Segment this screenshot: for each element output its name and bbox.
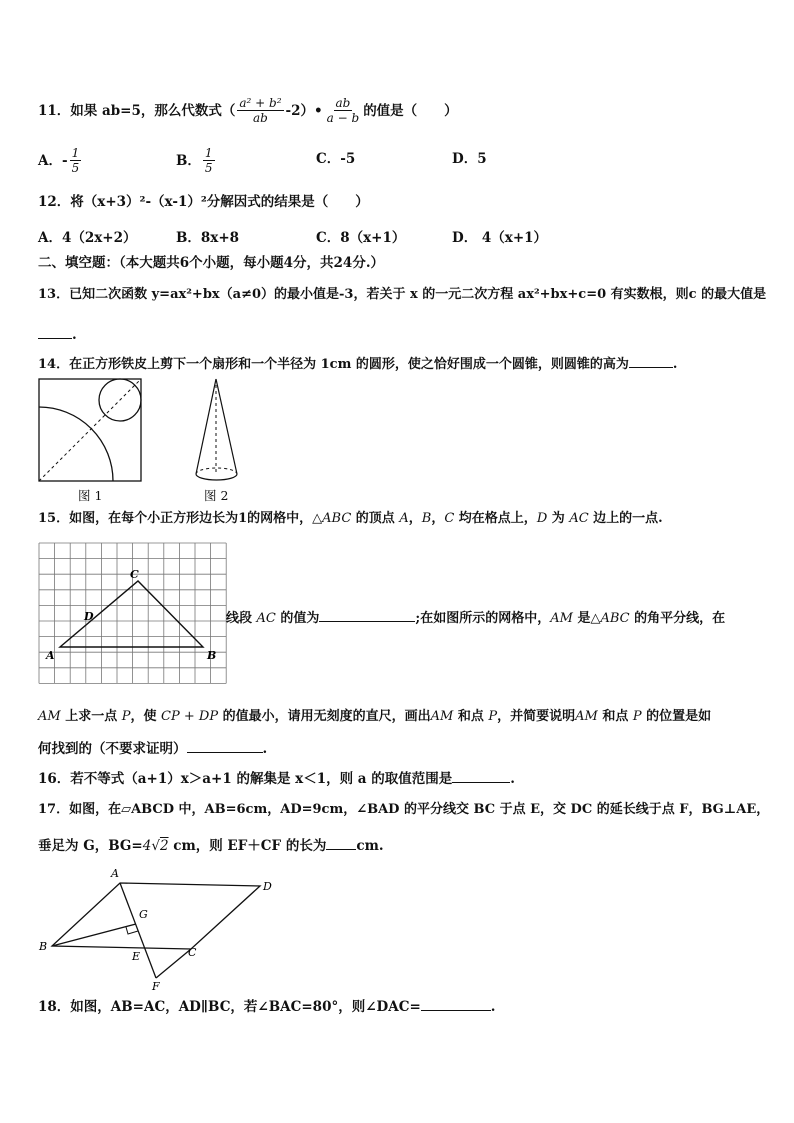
q11-frac2-den: a − b: [326, 111, 360, 125]
q15-text-2c: ;在如图所示的网格中，: [415, 611, 551, 626]
q17-sqrt-radicand: 2: [159, 838, 169, 854]
q15-text-1d: 为: [547, 511, 570, 526]
q16-stem: [38, 770, 515, 788]
q15-comma-1: ，: [408, 511, 422, 526]
q15-triangle-abc: △ABC: [312, 511, 352, 526]
q17-sqrt-coefficient: 4: [142, 838, 152, 854]
q11-option-b: [176, 146, 217, 175]
q17-text-2c: cm.: [356, 838, 384, 854]
q14-text: 14．在正方形铁皮上剪下一个扇形和一个半径为 1cm 的圆形，使之恰好围成一个圆锥，则圆锥的高为: [38, 357, 629, 372]
q11-option-a-num: 1: [71, 146, 80, 160]
q15-line4: [38, 740, 267, 758]
section-2-heading: 二、填空题：（本大题共6个小题，每小题4分，共24分.）: [38, 255, 385, 271]
q11-stem: [38, 96, 458, 125]
q14-cone-right: [216, 379, 237, 474]
q17-answer-blank[interactable]: [326, 837, 356, 850]
q17-label-g: G: [139, 908, 148, 921]
q17-label-d: D: [263, 880, 272, 893]
q15-text-1c: 均在格点上，: [454, 511, 537, 526]
q11-option-a: [38, 146, 83, 175]
q13-line2: [38, 326, 77, 344]
q12-option-a: A．4（2x+2）: [38, 230, 137, 246]
q15-line1: [38, 510, 663, 528]
q11-option-b-frac: [203, 146, 215, 175]
q13-answer-blank[interactable]: [38, 326, 72, 339]
q15-answer-blank-2[interactable]: [187, 740, 263, 753]
q11-option-a-label: A．-: [38, 152, 68, 169]
q15-grid-figure: [36, 540, 232, 692]
q15-label-a: A: [46, 649, 55, 662]
q18-text: 18．如图，AB=AC，AD∥BC，若∠BAC=80°，则∠DAC=: [38, 999, 421, 1015]
q18-answer-blank[interactable]: [421, 998, 491, 1011]
q18-end: .: [490, 999, 496, 1015]
q17-label-f: F: [152, 980, 160, 993]
q14-cone-left: [196, 379, 216, 474]
q15-line2: [226, 609, 725, 628]
q11-option-a-frac: [70, 146, 82, 175]
q15-point-a: A: [399, 511, 409, 526]
q17-label-a: A: [111, 867, 119, 880]
q14-stem: [38, 355, 677, 374]
q15-point-c: C: [444, 511, 455, 526]
q13-end: .: [72, 327, 77, 343]
q17-label-c: C: [188, 946, 197, 959]
q15-text-2d: 是: [572, 611, 591, 626]
q14-fig2-caption: 图 2: [204, 488, 229, 503]
q14-figure-1: [39, 379, 141, 481]
q11-fraction-2: [325, 96, 362, 125]
q11-option-d: D．5: [452, 151, 487, 167]
q17-right-angle-mark: [126, 927, 138, 934]
q15-end: .: [262, 741, 268, 757]
q15-segment-am-4: AM: [575, 709, 598, 724]
q15-line3: [38, 708, 711, 726]
q11-option-b-den: 5: [204, 161, 213, 175]
q11-frac1-den: ab: [253, 111, 268, 125]
q14-base-front: [196, 474, 237, 480]
q15-text-3g: 的位置是如: [641, 709, 712, 724]
q14-end: .: [672, 357, 678, 372]
q15-text-3f: 和点: [597, 709, 633, 724]
q14-diagonal: [39, 379, 141, 481]
q15-text-3e: ，并简要说明: [497, 709, 576, 724]
q16-answer-blank[interactable]: [452, 770, 510, 783]
q12-stem: 12．将（x+3）²-（x-1）²分解因式的结果是（ ）: [38, 194, 369, 210]
q15-text-3d: 和点: [453, 709, 489, 724]
q15-text-1a: 15．如图，在每个小正方形边长为1的网格中，: [38, 511, 313, 526]
q15-text-2a: 线段: [226, 611, 257, 626]
q15-label-c: C: [130, 568, 139, 581]
q12-option-d: D． 4（x+1）: [452, 230, 548, 246]
q11-mid: -2）•: [285, 102, 323, 119]
q15-point-p: P: [121, 709, 131, 724]
q15-point-b: B: [421, 511, 432, 526]
q15-label-d: D: [84, 610, 94, 623]
q15-triangle-abc-2: △ABC: [590, 611, 630, 626]
q15-text-1e: 边上的一点.: [588, 511, 663, 526]
q16-end: .: [510, 771, 515, 787]
q17-segment-af: [120, 883, 156, 978]
q15-grid-lines: [39, 543, 226, 683]
q14-fig1-caption: 图 1: [78, 488, 103, 503]
q11-lead: 11．如果 ab=5，那么代数式（: [38, 102, 236, 119]
q17-text-2b: cm，则 EF＋CF 的长为: [168, 838, 327, 854]
q14-figure-2: [196, 379, 237, 480]
q11-tail: 的值是（ ）: [363, 102, 458, 119]
q15-point-d: D: [536, 511, 548, 526]
q18-stem: [38, 998, 495, 1016]
q11-fraction-1: [237, 96, 283, 125]
q15-point-p-3: P: [632, 709, 642, 724]
q17-line1: 17．如图，在▱ABCD 中，AB=6cm，AD=9cm，∠BAD 的平分线交 BC 于点 E，交 DC 的延长线于点 F，BG⊥AE，: [38, 802, 770, 817]
q15-segment-ac-2: AC: [256, 611, 276, 626]
q11-option-b-label: B．: [176, 152, 201, 169]
q15-label-b: B: [207, 649, 217, 662]
q17-parallelogram: [52, 883, 260, 949]
q17-segment-cf: [156, 949, 191, 978]
q15-segment-am-2: AM: [38, 709, 61, 724]
q16-text: 16．若不等式（a+1）x＞a+1 的解集是 x＜1，则 a 的取值范围是: [38, 771, 453, 787]
q17-sqrt-expression: 4√2: [142, 838, 169, 854]
q17-label-b: B: [39, 940, 48, 953]
q15-comma-2: ，: [431, 511, 445, 526]
q11-frac1-num: a² + b²: [239, 96, 282, 110]
q15-text-2b: 的值为: [275, 611, 320, 626]
q11-frac2-num: ab: [335, 96, 351, 110]
q11-option-b-num: 1: [204, 146, 213, 160]
q15-answer-blank-1[interactable]: [319, 609, 415, 622]
q15-segment-ac: AC: [569, 511, 589, 526]
q15-segment-am-3: AM: [430, 709, 454, 724]
q15-text-3a: 上求一点: [60, 709, 122, 724]
q17-figure: [30, 860, 290, 995]
q12-option-c: C．8（x+1）: [316, 230, 406, 246]
q17-text-2a: 垂足为 G，BG=: [38, 838, 143, 854]
q11-option-c: C．-5: [316, 151, 356, 167]
q15-segment-am: AM: [550, 611, 573, 626]
q15-text-1b: 的顶点: [351, 511, 400, 526]
q15-text-3b: ，使: [130, 709, 162, 724]
q15-expression-cp-dp: CP + DP: [161, 709, 219, 724]
q15-text-4: 何找到的（不要求证明）: [38, 741, 187, 757]
q14-answer-blank[interactable]: [629, 355, 673, 368]
q15-text-3c: 的值最小，请用无刻度的直尺，画出: [218, 709, 431, 724]
q12-option-b: B．8x+8: [176, 230, 240, 246]
q13-line1: 13．已知二次函数 y=ax²+bx（a≠0）的最小值是-3，若关于 x 的一元二次方程 ax²+bx+c=0 有实数根，则c 的最大值是: [38, 287, 767, 302]
q11-option-a-den: 5: [71, 161, 80, 175]
q17-label-e: E: [132, 950, 141, 963]
q17-line2: [38, 837, 384, 855]
q15-triangle: [60, 581, 203, 647]
q15-point-p-2: P: [488, 709, 498, 724]
q15-text-2e: 的角平分线，在: [629, 611, 726, 626]
